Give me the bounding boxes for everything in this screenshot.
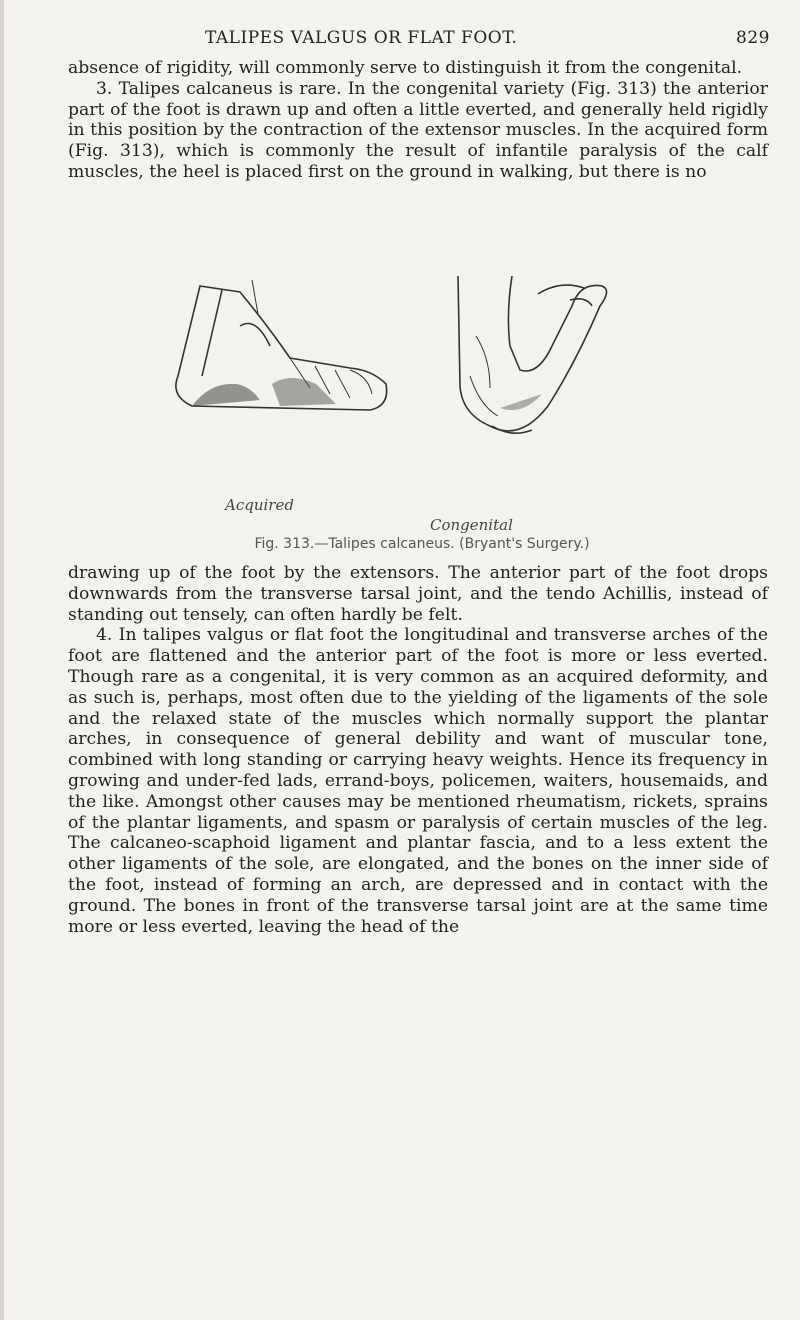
running-head-title: TALIPES VALGUS OR FLAT FOOT. [205,28,518,48]
paragraph: absence of rigidity, will commonly serve to distinguish it from the congenital. [68,58,743,78]
figure-label-congenital: Congenital [430,516,513,534]
paragraph: 3. Talipes calcaneus is rare. In the congenital variety (Fig. 313) the anterior part of the foot is drawn up and often a little everted, and generally held rigidly in this position by the contraction of the extensor muscles. In the acquired form (Fig. 313), which is commonly the result of infantile paralysis of the calf muscles, the heel is placed first on the ground in walking, but there is no [68,78,768,182]
figure-label-acquired: Acquired [225,496,294,514]
text-block-bottom [68,563,768,937]
running-head [205,28,770,54]
paragraph: drawing up of the foot by the extensors. The anterior part of the foot drops downwards from the transverse tarsal joint, and the tendo Achillis, instead of standing out tensely, can often hardly be felt. [68,563,768,625]
page-number: 829 [736,28,770,48]
foot-illustrations [140,266,710,498]
page-edge [0,0,4,1320]
figure-caption: Fig. 313.—Talipes calcaneus. (Bryant's Surgery.) [254,536,590,552]
paragraph: 4. In talipes valgus or flat foot the longitudinal and transverse arches of the foot are flattened and the anterior part of the foot is more or less everted. Though rare as a congenital, it is very common as an acquired deformity, and as such is, perhaps, most often due to the yielding of the ligaments of the sole and the relaxed state of the muscles which normally support the plantar arches, in consequence of general debility and want of muscular tone, combined with long standing or carrying heavy weights. Hence its frequency in growing and under-fed lads, errand-boys, policemen, waiters, housemaids, and the like. Amongst other causes may be mentioned rheumatism, rickets, sprains of the plantar ligaments, and spasm or paralysis of certain muscles of the leg. The calcaneo-scaphoid ligament and plantar fascia, and to a less extent the other ligaments of the sole, are elongated, and the bones on the inner side of the foot, instead of forming an arch, are depressed and in contact with the ground. The bones in front of the transverse tarsal joint are at the same time more or less everted, leaving the head of the [68,625,768,937]
acquired-foot-drawing [176,280,387,410]
congenital-foot-drawing [458,276,607,433]
figure-313 [140,266,710,498]
text-block-top [68,58,768,183]
